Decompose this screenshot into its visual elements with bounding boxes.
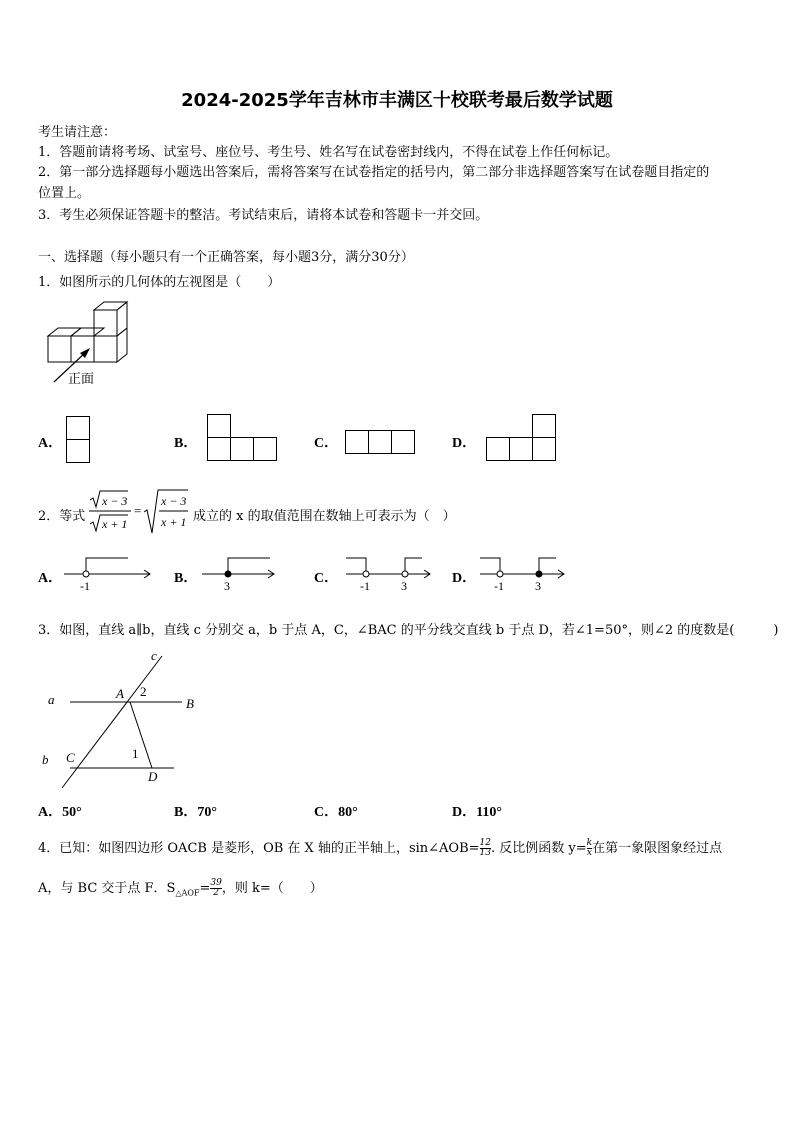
- question-2-prefix: 2．等式: [38, 509, 86, 524]
- q2-c-tick-label-2: 3: [401, 579, 407, 593]
- q4-text-part-1: 4．已知：如图四边形 OACB 是菱形，OB 在 X 轴的正半轴上，sin∠AOB=: [38, 841, 480, 856]
- q1-option-c-figure: [343, 428, 419, 458]
- q2-option-c-label: C．: [314, 571, 339, 586]
- front-view-label: 正面: [68, 371, 95, 386]
- q2-a-tick-label: -1: [80, 579, 90, 593]
- q1-option-d-label: D．: [452, 436, 477, 451]
- q2-right-numerator: x − 3: [161, 494, 187, 508]
- q4-text-part-4: A，与 BC 交于点 F．S: [38, 881, 176, 896]
- q2-option-d-label: D．: [452, 571, 477, 586]
- section-heading: 一、选择题（每小题只有一个正确答案，每小题3分，满分30分）: [38, 250, 414, 265]
- q2-option-a-numberline: [62, 552, 157, 594]
- line-c-label: c: [151, 648, 157, 663]
- q4-sin-fraction: [480, 839, 491, 858]
- angle-2-label: 2: [140, 684, 147, 699]
- question-2-suffix: 成立的 x 的取值范围在数轴上可表示为（ ）: [193, 509, 456, 524]
- q2-option-a-label: A．: [38, 571, 63, 586]
- q2-option-d-numberline: [478, 552, 570, 594]
- notice-item-1: 1．答题前请将考场、试室号、座位号、考生号、姓名写在试卷密封线内，不得在试卷上作任何标记。: [38, 145, 619, 160]
- q4-area-numerator: 39: [210, 878, 222, 888]
- q2-right-denominator: x + 1: [161, 515, 187, 529]
- notice-item-2: 2．第一部分选择题每小题选出答案后，需将答案写在试卷指定的括号内，第二部分非选择题答案写在试卷题目指定的: [38, 165, 710, 180]
- q4-text-part-3: 在第一象限图象经过点: [592, 841, 723, 856]
- q1-option-a-label: A．: [38, 436, 63, 451]
- point-c-label: C: [66, 750, 75, 765]
- notice-heading: 考生请注意：: [38, 125, 117, 140]
- q4-area-subscript: △AOF: [175, 888, 200, 898]
- q4-sin-denominator: 13: [479, 848, 491, 858]
- q2-equals-sign: =: [134, 503, 142, 518]
- q4-text-part-2: . 反比例函数 y=: [490, 841, 587, 856]
- question-3-text: 3．如图，直线 a∥b，直线 c 分别交 a，b 于点 A，C，∠BAC 的平分线交直线 b 于点 D，若∠1=50°，则∠2 的度数是( ): [38, 623, 779, 638]
- q2-option-b-numberline: [200, 552, 280, 594]
- line-a-label: a: [48, 692, 55, 707]
- q2-equation: [86, 488, 191, 536]
- point-b-label: B: [186, 696, 194, 711]
- q4-text-part-5: =: [199, 881, 211, 896]
- q1-option-b-figure: [205, 412, 281, 464]
- q3-option-a: A．50°: [38, 805, 82, 820]
- q1-option-d-figure: [484, 412, 560, 464]
- q3-geometry-figure: [36, 642, 216, 792]
- q2-c-tick-label-1: -1: [360, 579, 370, 593]
- q2-option-c-numberline: [344, 552, 436, 594]
- q2-b-tick-label: 3: [224, 579, 230, 593]
- q3-option-d: D．110°: [452, 805, 502, 820]
- q1-option-a-figure: [64, 414, 94, 466]
- page-title: 2024-2025学年吉林市丰满区十校联考最后数学试题: [181, 90, 613, 111]
- q2-left-numerator: x − 3: [102, 494, 128, 508]
- q4-area-fraction: [210, 879, 221, 898]
- q1-option-c-label: C．: [314, 436, 339, 451]
- q1-solid-figure: [40, 296, 150, 391]
- point-a-label: A: [116, 686, 124, 701]
- angle-1-label: 1: [132, 746, 139, 761]
- question-4-line-1: [38, 837, 722, 858]
- q4-k-numerator: k: [586, 838, 593, 848]
- q4-sin-numerator: 12: [479, 838, 491, 848]
- question-4-line-2: [38, 877, 323, 898]
- q2-left-denominator: x + 1: [102, 517, 128, 531]
- q4-text-part-6: ，则 k=（ ）: [221, 881, 323, 896]
- q2-d-tick-label-2: 3: [535, 579, 541, 593]
- q4-area-denominator: 2: [213, 888, 219, 898]
- line-b-label: b: [42, 752, 49, 767]
- point-d-label: D: [148, 769, 158, 784]
- notice-item-3: 3．考生必须保证答题卡的整洁。考试结束后，请将本试卷和答题卡一并交回。: [38, 208, 489, 223]
- q1-option-b-label: B．: [174, 436, 198, 451]
- q4-x-denominator: x: [586, 848, 592, 858]
- question-1-text: 1．如图所示的几何体的左视图是（ ）: [38, 275, 281, 290]
- q3-option-c: C．80°: [314, 805, 358, 820]
- q3-option-b: B．70°: [174, 805, 217, 820]
- q2-d-tick-label-1: -1: [494, 579, 504, 593]
- notice-item-2-cont: 位置上。: [38, 186, 91, 201]
- q2-option-b-label: B．: [174, 571, 198, 586]
